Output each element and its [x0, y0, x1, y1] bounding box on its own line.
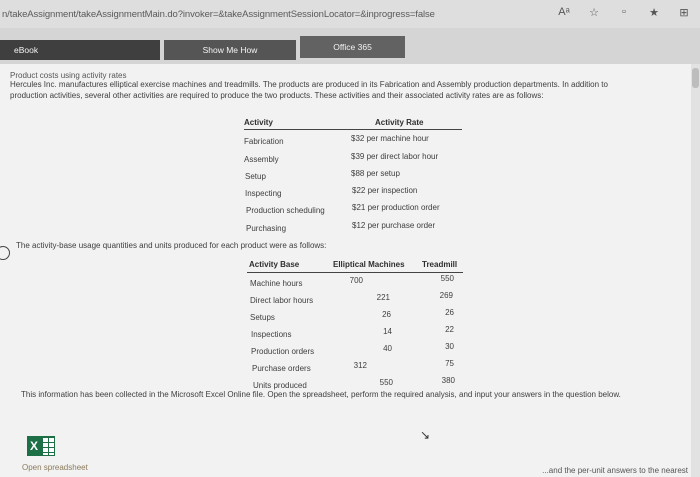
elliptical-value: 221 [376, 293, 390, 302]
excel-x-icon: X [27, 436, 41, 456]
activity-base-name: Machine hours [250, 279, 303, 288]
treadmill-value: 380 [441, 376, 455, 385]
intro-paragraph-line1: Hercules Inc. manufactures elliptical exercise machines and treadmills. The products are produced in its Fabrication and Assembly production departments. In addition to [10, 80, 608, 89]
activity-base-name: Production orders [251, 347, 315, 356]
scrollbar[interactable] [691, 64, 700, 477]
problem-title: Product costs using activity rates [10, 71, 127, 80]
elliptical-value: 550 [379, 378, 393, 387]
elliptical-value: 312 [353, 361, 367, 370]
star-icon[interactable]: ☆ [589, 7, 599, 19]
open-spreadsheet-link[interactable]: Open spreadsheet [22, 463, 88, 472]
intro-paragraph-line2: production activities, several other activities are required to produce the two products. These activities and their associated activity rates are as follows: [10, 91, 544, 100]
split-view-icon[interactable]: ▫ [622, 6, 626, 18]
tab-office-365[interactable]: Office 365 [300, 36, 405, 58]
tab-ebook[interactable]: eBook [0, 40, 160, 60]
activity-name: Assembly [244, 155, 279, 164]
activity-header: Activity [244, 118, 273, 127]
excel-grid-icon [41, 436, 55, 456]
activity-rate: $32 per machine hour [351, 134, 429, 143]
treadmill-value: 269 [439, 291, 453, 300]
elliptical-value: 26 [382, 310, 391, 319]
scrollbar-thumb[interactable] [692, 68, 699, 88]
activity-name: Production scheduling [246, 206, 325, 215]
mouse-cursor-icon: ↘ [420, 428, 431, 442]
activity-rate: $12 per purchase order [352, 221, 436, 230]
activity-rate: $22 per inspection [352, 186, 418, 195]
address-bar[interactable] [0, 0, 700, 28]
usage-intro-paragraph: The activity-base usage quantities and units produced for each product were as follows: [16, 241, 327, 250]
url-text[interactable]: n/takeAssignment/takeAssignmentMain.do?invoker=&takeAssignmentSessionLocator=&inprogress=false [2, 8, 435, 20]
usage-table-rule [247, 272, 463, 273]
activity-name: Purchasing [246, 224, 287, 233]
treadmill-value: 30 [445, 342, 454, 351]
activity-rate: $39 per direct labor hour [351, 152, 439, 161]
activity-base-name: Setups [250, 313, 275, 322]
activity-base-name: Purchase orders [252, 364, 311, 373]
elliptical-value: 700 [349, 276, 363, 285]
treadmill-value: 26 [445, 308, 454, 317]
treadmill-value: 550 [440, 274, 454, 283]
activity-table-rule [244, 129, 462, 130]
profile-icon[interactable]: ⊞ [679, 7, 689, 19]
treadmill-value: 22 [445, 325, 454, 334]
tab-show-me-how[interactable]: Show Me How [164, 40, 296, 60]
activity-name: Inspecting [245, 189, 282, 198]
browser-toolbar-icons [556, 6, 692, 19]
activity-name: Fabrication [244, 137, 284, 146]
treadmill-header: Treadmill [422, 260, 458, 269]
activity-base-name: Inspections [251, 330, 292, 339]
activity-rate: $88 per setup [351, 169, 400, 178]
activity-name: Setup [245, 172, 266, 181]
elliptical-value: 40 [383, 344, 392, 353]
activity-base-name: Units produced [253, 381, 307, 390]
activity-rate-header: Activity Rate [375, 118, 424, 127]
elliptical-value: 14 [383, 327, 392, 336]
elliptical-machines-header: Elliptical Machines [333, 260, 405, 269]
activity-base-header: Activity Base [249, 260, 300, 269]
activity-base-name: Direct labor hours [250, 296, 314, 305]
problem-content [0, 64, 700, 477]
activity-rate: $21 per production order [352, 203, 440, 212]
excel-icon[interactable] [27, 436, 55, 456]
footer-fragment: ...and the per-unit answers to the nearest [542, 466, 688, 475]
text-size-icon[interactable]: Aᵃ [558, 6, 570, 18]
treadmill-value: 75 [445, 359, 454, 368]
favorites-icon[interactable]: ★ [649, 7, 659, 19]
instructions-paragraph: This information has been collected in the Microsoft Excel Online file. Open the spreadsheet, perform the required analysis, and input your answers in the question below. [21, 390, 621, 399]
